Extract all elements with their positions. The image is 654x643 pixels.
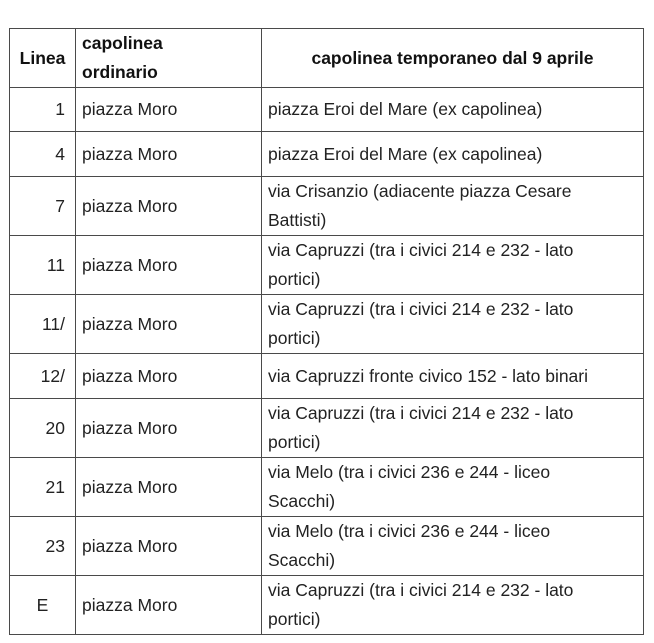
header-ordinario-line2: ordinario (82, 62, 158, 82)
cell-ordinario: piazza Moro (76, 295, 262, 354)
cell-temporaneo-line1: via Crisanzio (adiacente piazza Cesare (268, 181, 572, 201)
cell-temporaneo-line1: via Melo (tra i civici 236 e 244 - liceo (268, 462, 551, 482)
capolinea-table (9, 28, 644, 635)
table-row (10, 354, 644, 399)
cell-temporaneo (262, 458, 644, 517)
cell-temporaneo-line2: portici) (268, 609, 321, 629)
cell-ordinario: piazza Moro (76, 354, 262, 399)
cell-linea: 11 (10, 236, 76, 295)
table-row (10, 576, 644, 635)
table-row (10, 517, 644, 576)
cell-ordinario: piazza Moro (76, 399, 262, 458)
header-capolinea-temporaneo: capolinea temporaneo dal 9 aprile (262, 29, 644, 88)
cell-temporaneo (262, 576, 644, 635)
cell-linea: 20 (10, 399, 76, 458)
table-row (10, 132, 644, 177)
cell-temporaneo: piazza Eroi del Mare (ex capolinea) (262, 88, 644, 132)
cell-ordinario: piazza Moro (76, 132, 262, 177)
cell-temporaneo-line2: portici) (268, 269, 321, 289)
cell-linea: 1 (10, 88, 76, 132)
cell-temporaneo-line2: Battisti) (268, 210, 327, 230)
cell-temporaneo-line1: via Capruzzi (tra i civici 214 e 232 - lato (268, 580, 574, 600)
cell-linea: 11/ (10, 295, 76, 354)
header-ordinario-line1: capolinea (82, 33, 163, 53)
cell-temporaneo-line1: via Capruzzi (tra i civici 214 e 232 - lato (268, 299, 574, 319)
cell-temporaneo-line1: via Capruzzi (tra i civici 214 e 232 - lato (268, 403, 574, 423)
header-capolinea-ordinario (76, 29, 262, 88)
cell-temporaneo: via Capruzzi fronte civico 152 - lato binari (262, 354, 644, 399)
cell-ordinario: piazza Moro (76, 236, 262, 295)
table-row (10, 458, 644, 517)
cell-linea: 12/ (10, 354, 76, 399)
table-row (10, 399, 644, 458)
cell-linea: 21 (10, 458, 76, 517)
cell-temporaneo-line2: Scacchi) (268, 491, 336, 511)
cell-ordinario: piazza Moro (76, 177, 262, 236)
table-row (10, 88, 644, 132)
cell-linea: 4 (10, 132, 76, 177)
cell-temporaneo-line2: Scacchi) (268, 550, 336, 570)
cell-ordinario: piazza Moro (76, 458, 262, 517)
cell-ordinario: piazza Moro (76, 517, 262, 576)
cell-ordinario: piazza Moro (76, 576, 262, 635)
cell-temporaneo (262, 295, 644, 354)
cell-linea: E (10, 576, 76, 635)
header-linea: Linea (10, 29, 76, 88)
table-row (10, 295, 644, 354)
cell-temporaneo: piazza Eroi del Mare (ex capolinea) (262, 132, 644, 177)
cell-temporaneo (262, 517, 644, 576)
cell-temporaneo-line2: portici) (268, 328, 321, 348)
table-header-row (10, 29, 644, 88)
cell-temporaneo (262, 177, 644, 236)
cell-linea: 7 (10, 177, 76, 236)
cell-temporaneo (262, 236, 644, 295)
table-row (10, 177, 644, 236)
table-row (10, 236, 644, 295)
cell-temporaneo-line1: via Melo (tra i civici 236 e 244 - liceo (268, 521, 551, 541)
cell-temporaneo (262, 399, 644, 458)
cell-temporaneo-line1: via Capruzzi (tra i civici 214 e 232 - lato (268, 240, 574, 260)
cell-linea: 23 (10, 517, 76, 576)
cell-temporaneo-line2: portici) (268, 432, 321, 452)
cell-ordinario: piazza Moro (76, 88, 262, 132)
